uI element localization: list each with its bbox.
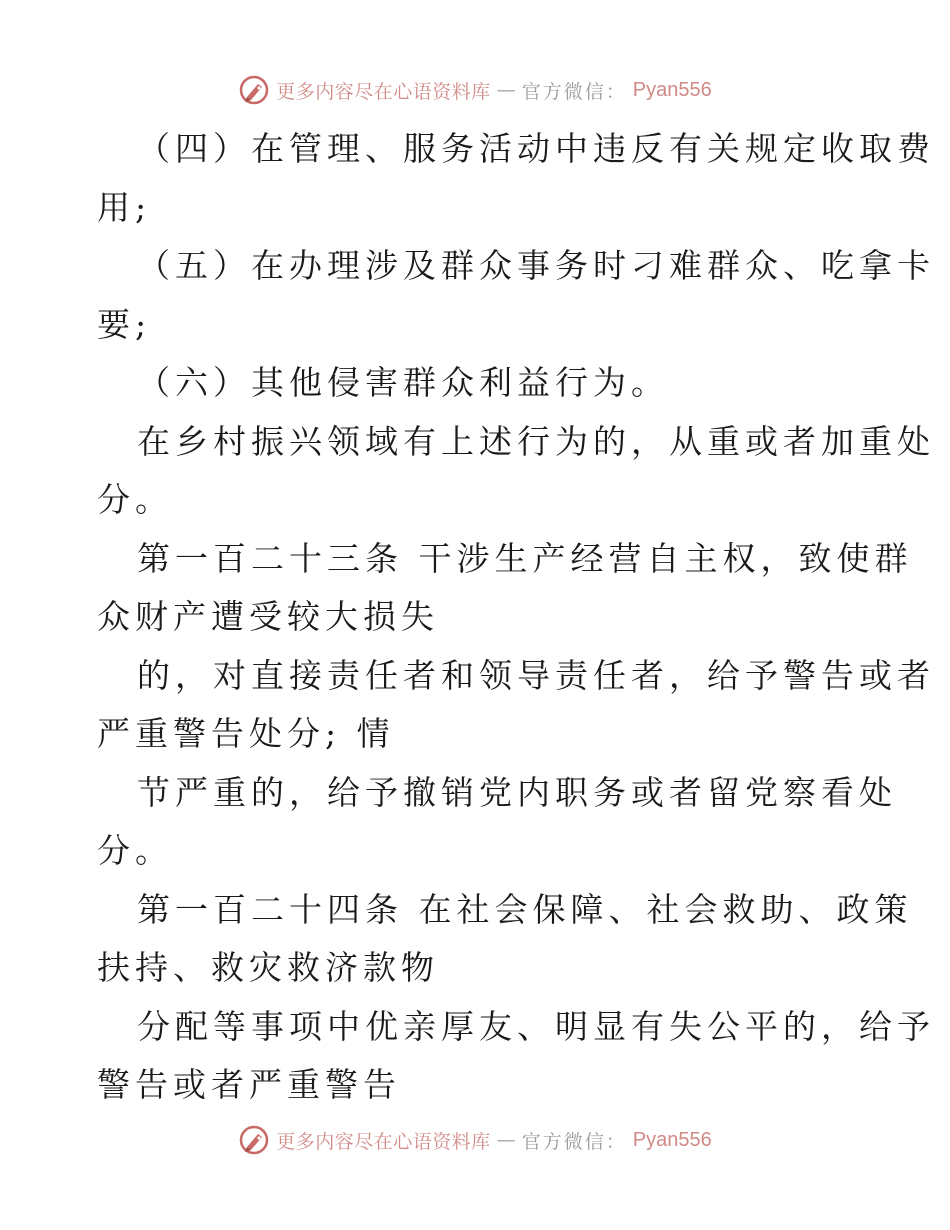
watermark-footer xyxy=(0,1120,950,1160)
watermark-site-text: 更多内容尽在心语资料库 xyxy=(276,1130,491,1153)
text-line: 警告或者严重警告 xyxy=(97,1065,401,1104)
pen-logo-icon xyxy=(238,74,270,106)
article-heading-line: 第一百二十三条 干涉生产经营自主权，致使群 xyxy=(137,538,913,578)
text-line: 众财产遭受较大损失 xyxy=(97,597,439,636)
watermark-official-label: 官方微信： xyxy=(521,1130,627,1153)
text-line: 在乡村振兴领域有上述行为的，从重或者加重处 xyxy=(137,421,935,461)
text-line: 的，对直接责任者和领导责任者，给予警告或者 xyxy=(137,655,935,695)
watermark-dash: — xyxy=(496,79,516,101)
text-line: 分。 xyxy=(97,480,173,519)
watermark-official-label: 官方微信： xyxy=(521,80,627,103)
text-line: 节严重的，给予撤销党内职务或者留党察看处 xyxy=(137,772,897,812)
text-line: 用; xyxy=(97,187,152,227)
pen-logo-icon xyxy=(238,1124,270,1156)
text-line: 分。 xyxy=(97,831,173,870)
text-line: （五）在办理涉及群众事务时刁难群众、吃拿卡 xyxy=(137,246,935,285)
text-line: 严重警告处分; 情 xyxy=(97,714,395,753)
text-line: 分配等事项中优亲厚友、明显有失公平的，给予 xyxy=(137,1006,935,1046)
document-body xyxy=(97,120,935,1115)
text-line: （六）其他侵害群众利益行为。 xyxy=(137,363,669,402)
watermark-header xyxy=(0,70,950,110)
watermark-dash: — xyxy=(496,1129,516,1151)
watermark-wechat-id: Pyan556 xyxy=(632,78,712,101)
text-line: （四）在管理、服务活动中违反有关规定收取费 xyxy=(137,129,935,168)
watermark-wechat-id: Pyan556 xyxy=(632,1128,712,1151)
article-heading-line: 第一百二十四条 在社会保障、社会救助、政策 xyxy=(137,889,913,929)
text-line: 要; xyxy=(97,304,152,344)
watermark-site-text: 更多内容尽在心语资料库 xyxy=(276,80,491,103)
text-line: 扶持、救灾救济款物 xyxy=(97,948,439,987)
